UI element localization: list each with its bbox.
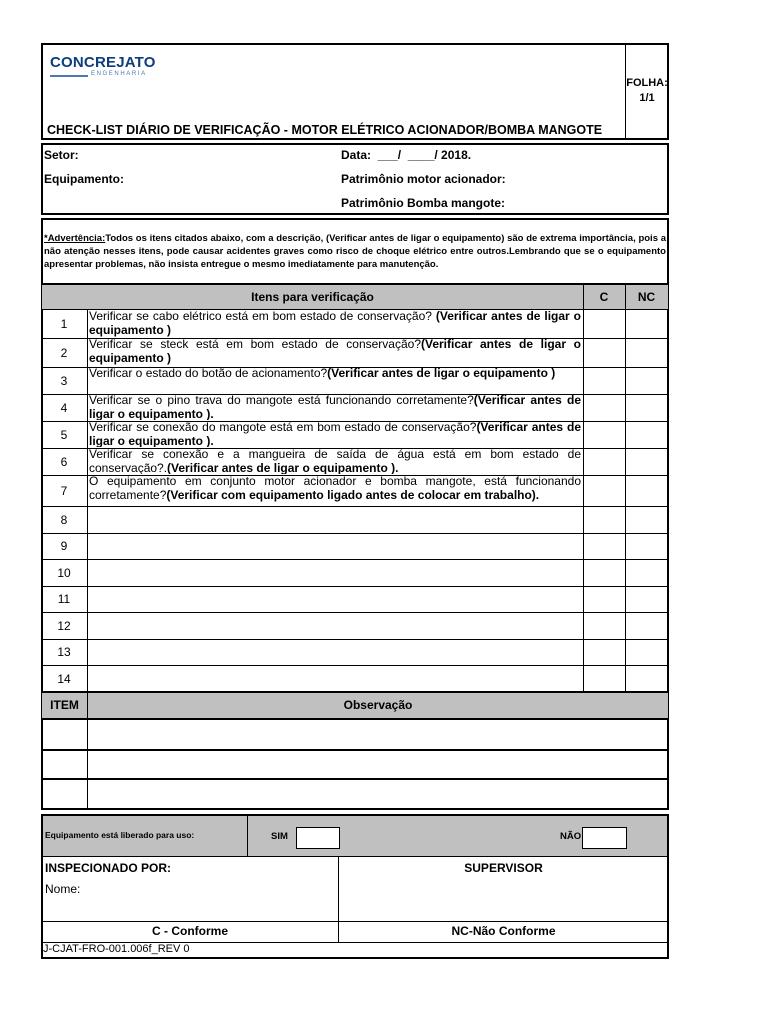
row-nc-cell[interactable] <box>626 449 668 475</box>
folha-label: FOLHA: <box>626 77 668 89</box>
row-c-cell[interactable] <box>584 613 625 639</box>
row-nc-cell[interactable] <box>626 339 668 367</box>
row-bold-text: (Verificar antes de ligar o equipamento ). <box>167 461 399 474</box>
row-number: 11 <box>57 592 71 606</box>
row-nc-cell[interactable] <box>626 395 668 421</box>
row-description <box>89 337 581 366</box>
row-description <box>89 420 581 447</box>
obs-row-line <box>42 749 668 751</box>
obs-label: Observação <box>343 698 413 712</box>
row-c-cell[interactable] <box>584 507 625 533</box>
row-text: Verificar se steck está em bom estado de conservação? <box>89 337 421 351</box>
row-number: 5 <box>60 427 68 442</box>
row-text: Verificar se o pino trava do mangote está funcionando corretamente? <box>89 393 474 407</box>
row-c-cell[interactable] <box>584 368 625 394</box>
equipamento-label: Equipamento: <box>44 172 124 186</box>
row-bold-text: (Verificar antes de ligar o equipamento ) <box>89 337 581 365</box>
setor-label: Setor: <box>44 148 79 162</box>
row-number: 9 <box>60 539 68 553</box>
nome-label: Nome: <box>45 882 81 896</box>
sim-label: SIM <box>271 831 288 842</box>
nao-checkbox[interactable] <box>582 827 627 849</box>
row-nc-cell[interactable] <box>626 587 668 612</box>
row-nc-cell[interactable] <box>626 666 668 692</box>
row-number: 6 <box>60 454 68 469</box>
release-divider <box>247 816 248 857</box>
row-description <box>89 309 581 337</box>
warning-body: Todos os itens citados abaixo, com a descrição, (Verificar antes de ligar o equipamento) são de extrema importância, pois a não atenção nesses itens, pode causar acidentes graves como risco de choque elétrico entre outros.Lembrando que se o equipamento apresentar problemas, não insista entregue o mesmo imediatamente para manutenção. <box>44 233 666 270</box>
row-c-cell[interactable] <box>584 395 625 421</box>
legend-nc: NC-Não Conforme <box>451 924 556 938</box>
row-nc-cell[interactable] <box>626 640 668 665</box>
row-c-cell[interactable] <box>584 339 625 367</box>
row-number: 10 <box>57 565 71 580</box>
row-number: 2 <box>60 345 68 360</box>
row-nc-cell[interactable] <box>626 311 668 338</box>
release-label: Equipamento está liberado para uso: <box>45 830 195 840</box>
row-text: Verificar se cabo elétrico está em bom estado de conservação? <box>89 309 436 323</box>
row-number: 4 <box>60 400 68 415</box>
row-number: 13 <box>57 645 71 659</box>
header-c: C <box>599 290 609 304</box>
row-nc-cell[interactable] <box>626 476 668 506</box>
obs-item-label: ITEM <box>50 698 79 712</box>
row-c-cell[interactable] <box>584 666 625 692</box>
row-nc-cell[interactable] <box>626 368 668 394</box>
row-text: O equipamento em conjunto motor acionador e bomba mangote, está funcionando corretamente? <box>89 474 581 502</box>
row-number: 8 <box>60 512 68 527</box>
patrimonio-bomba-label: Patrimônio Bomba mangote: <box>341 196 506 210</box>
row-number: 1 <box>60 317 68 331</box>
row-text: Verificar o estado do botão de acionamento? <box>89 366 328 380</box>
row-number: 3 <box>60 373 68 388</box>
data-field: Data: ___/ ____/ 2018. <box>341 148 472 162</box>
row-description <box>89 592 581 618</box>
inspecionado-label: INSPECIONADO POR: <box>45 861 172 875</box>
row-number: 12 <box>57 618 71 633</box>
row-description <box>89 619 581 646</box>
logo-underline <box>50 75 88 77</box>
row-number: 14 <box>57 671 71 686</box>
row-text: Verificar se conexão e a mangueira de saída de água está em bom estado de conservação?. <box>89 447 581 474</box>
row-description <box>89 566 581 593</box>
row-bold-text: (Verificar com equipamento ligado antes de colocar em trabalho). <box>166 488 540 502</box>
row-description <box>89 447 581 474</box>
row-description <box>89 645 581 671</box>
row-c-cell[interactable] <box>584 476 625 506</box>
row-nc-cell[interactable] <box>626 534 668 559</box>
row-c-cell[interactable] <box>584 422 625 448</box>
row-c-cell[interactable] <box>584 449 625 475</box>
header-nc: NC <box>637 290 656 304</box>
row-bold-text: (Verificar antes de ligar o equipamento ). <box>89 420 581 447</box>
header-items: Itens para verificação <box>251 290 374 304</box>
row-nc-cell[interactable] <box>626 560 668 586</box>
row-description <box>89 513 581 540</box>
logo-subtitle: ENGENHARIA <box>91 71 147 77</box>
row-bold-text: (Verificar antes de ligar o equipamento ). <box>89 393 581 420</box>
row-number: 7 <box>60 483 68 498</box>
footer-code: J-CJAT-FRO-001.006f_REV 0 <box>43 943 190 955</box>
row-c-cell[interactable] <box>584 640 625 665</box>
row-c-cell[interactable] <box>584 311 625 338</box>
row-bold-text: (Verificar antes de ligar o equipamento ) <box>89 309 581 337</box>
row-c-cell[interactable] <box>584 587 625 612</box>
row-nc-cell[interactable] <box>626 507 668 533</box>
sim-checkbox[interactable] <box>296 827 340 849</box>
obs-row-line <box>42 778 668 780</box>
row-description <box>89 539 581 565</box>
row-nc-cell[interactable] <box>626 613 668 639</box>
supervisor-label: SUPERVISOR <box>464 861 543 875</box>
legend-c: C - Conforme <box>152 924 228 938</box>
row-description <box>89 474 581 505</box>
warning-label: *Advertência: <box>44 233 106 244</box>
row-c-cell[interactable] <box>584 560 625 586</box>
folha-value: 1/1 <box>639 92 655 104</box>
warning-text <box>44 232 666 271</box>
page-title: CHECK-LIST DIÁRIO DE VERIFICAÇÃO - MOTOR ELÉTRICO ACIONADOR/BOMBA MANGOTE <box>47 123 603 137</box>
nao-label: NÃO <box>560 831 582 842</box>
row-nc-cell[interactable] <box>626 422 668 448</box>
legend-top-line <box>42 921 668 922</box>
table-row-line <box>42 506 668 507</box>
row-bold-text: (Verificar antes de ligar o equipamento ) <box>327 366 556 380</box>
row-description <box>89 366 581 393</box>
row-text: Verificar se conexão do mangote está em bom estado de conservação? <box>89 420 477 434</box>
patrimonio-motor-label: Patrimônio motor acionador: <box>341 172 506 186</box>
row-description <box>89 393 581 420</box>
logo: CONCREJATO <box>50 54 156 71</box>
row-c-cell[interactable] <box>584 534 625 559</box>
